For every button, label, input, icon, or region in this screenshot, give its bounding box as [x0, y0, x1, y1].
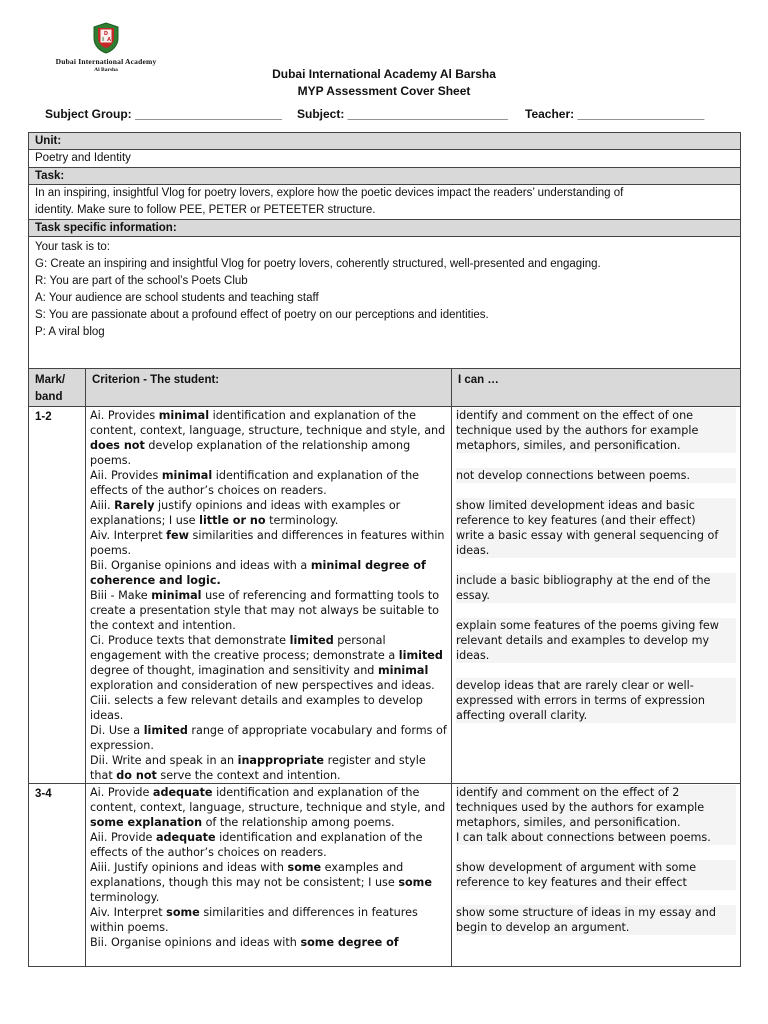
- criterion-item: Aii. Provides minimal identification and explanation of the effects of the author’s choices on readers.: [90, 469, 420, 497]
- ican-header: I can …: [452, 369, 741, 407]
- criterion-emphasis: do not: [116, 769, 157, 782]
- ican-spacer: [456, 483, 736, 498]
- subject-field: Subject: ________________________: [297, 107, 508, 121]
- criterion-emphasis: minimal: [151, 589, 202, 602]
- criterion-item: Bii. Organise opinions and ideas with a minimal degree of coherence and logic.: [90, 559, 426, 587]
- band-label: 3-4: [29, 784, 86, 967]
- task-line: S: You are passionate about a profound effect of poetry on our perceptions and identities.: [35, 309, 489, 321]
- band-label: 1-2: [29, 407, 86, 784]
- task-specific-label: Task specific information:: [29, 220, 741, 237]
- criteria-cell: [86, 784, 452, 967]
- criterion-item: Aiii. Rarely justify opinions and ideas with examples or explanations; I use little or no terminology.: [90, 499, 401, 527]
- criterion-item: Aiv. Interpret some similarities and differences in features within poems.: [90, 906, 418, 934]
- rubric-header-row: [29, 369, 741, 407]
- criterion-emphasis: inappropriate: [237, 754, 325, 767]
- ican-spacer: [456, 845, 736, 860]
- criteria-cell: [86, 407, 452, 784]
- task-line: A: Your audience are school students and teaching staff: [35, 292, 319, 304]
- teacher-field: Teacher: ___________________: [525, 107, 705, 121]
- criterion-item: Biii - Make minimal use of referencing and formatting tools to create a presentation style that may not always be suitable to the context and intention.: [90, 589, 440, 632]
- criterion-emphasis: adequate: [152, 786, 213, 799]
- ican-item: show limited development ideas and basic reference to key features (and their effect): [456, 498, 736, 528]
- criterion-emphasis: minimal: [158, 409, 210, 422]
- ican-spacer: [456, 890, 736, 905]
- task-text: [29, 185, 741, 220]
- task-label: Task:: [29, 168, 741, 185]
- mark-header-line: Mark/: [35, 374, 66, 386]
- criterion-item: Ai. Provides minimal identification and explanation of the content, context, language, structure, technique and style, and does not develop explanation of the relationship among poems.: [90, 409, 446, 467]
- ican-item: identify and comment on the effect of 2 techniques used by the authors for example metaphors, similes, and personification.: [456, 785, 736, 830]
- ican-item: write a basic essay with general sequencing of ideas.: [456, 528, 736, 558]
- unit-value: Poetry and Identity: [29, 150, 741, 168]
- criterion-item: Ci. Produce texts that demonstrate limited personal engagement with the creative process; demonstrate a limited degree of thought, imagination and sensitivity and minimal exploration and consideration of new perspectives and ideas.: [90, 634, 443, 692]
- ican-item: I can talk about connections between poems.: [456, 830, 736, 845]
- criterion-emphasis: minimal degree of coherence and logic.: [90, 559, 426, 587]
- criterion-emphasis: limited: [289, 634, 334, 647]
- criterion-emphasis: some: [398, 876, 432, 889]
- criterion-emphasis: some: [287, 861, 322, 874]
- criterion-emphasis: some degree of: [300, 936, 399, 949]
- criterion-emphasis: limited: [398, 649, 443, 662]
- task-text-line: In an inspiring, insightful Vlog for poetry lovers, explore how the poetic devices impact the readers’ understanding of: [35, 187, 624, 199]
- criterion-emphasis: some: [166, 906, 200, 919]
- ican-spacer: [456, 453, 736, 468]
- ican-spacer: [456, 603, 736, 618]
- ican-item: show development of argument with some reference to key features and their effect: [456, 860, 736, 890]
- ican-item: develop ideas that are rarely clear or well-expressed with errors in terms of expression affecting overall clarity.: [456, 678, 736, 723]
- ican-item: show some structure of ideas in my essay and begin to develop an argument.: [456, 905, 736, 935]
- logo-letter-a: A: [107, 37, 111, 43]
- criterion-emphasis: Rarely: [114, 499, 155, 512]
- ican-spacer: [456, 558, 736, 573]
- task-line: R: You are part of the school’s Poets Club: [35, 275, 248, 287]
- shield-crest-icon: [92, 22, 120, 54]
- logo-letter-i: I: [102, 37, 104, 43]
- criterion-emphasis: adequate: [156, 831, 216, 844]
- document-title: [0, 66, 768, 100]
- task-text-row: [29, 185, 741, 220]
- sheet-title: MYP Assessment Cover Sheet: [297, 84, 471, 98]
- criterion-emphasis: minimal: [161, 469, 213, 482]
- ican-cell: [452, 407, 741, 784]
- criterion-emphasis: some explanation: [90, 816, 203, 829]
- task-line: G: Create an inspiring and insightful Vlog for poetry lovers, coherently structured, well-presented and engaging.: [35, 258, 601, 270]
- unit-header-row: [29, 133, 741, 150]
- school-title: Dubai International Academy Al Barsha: [272, 67, 496, 81]
- mark-band-header: [29, 369, 86, 407]
- criterion-emphasis: limited: [143, 724, 188, 737]
- ican-item: include a basic bibliography at the end of the essay.: [456, 573, 736, 603]
- ican-cell: [452, 784, 741, 967]
- criterion-item: Bii. Organise opinions and ideas with some degree of: [90, 936, 399, 949]
- ican-spacer: [456, 663, 736, 678]
- task-line: Your task is to:: [35, 241, 111, 253]
- task-specific-header-row: [29, 220, 741, 237]
- task-specific-row: [29, 237, 741, 369]
- criterion-item: Ai. Provide adequate identification and explanation of the content, context, language, structure, technique and style, and some explanation of the relationship among poems.: [90, 786, 446, 829]
- band-row: [29, 784, 741, 967]
- unit-value-row: [29, 150, 741, 168]
- band-row: [29, 407, 741, 784]
- criterion-emphasis: little or no: [199, 514, 266, 527]
- criterion-emphasis: few: [166, 529, 189, 542]
- logo-school-name: Dubai International Academy: [55, 57, 157, 66]
- criterion-item: Aii. Provide adequate identification and explanation of the effects of the author’s choices on readers.: [90, 831, 423, 859]
- criterion-emphasis: does not: [90, 439, 145, 452]
- logo-school-campus: Al Barsha: [94, 67, 118, 73]
- ican-item: identify and comment on the effect of one technique used by the authors for example metaphors, similes, and personification.: [456, 408, 736, 453]
- logo-letter-d: D: [103, 31, 109, 37]
- band-header-line: band: [35, 391, 63, 403]
- task-header-row: [29, 168, 741, 185]
- task-line: P: A viral blog: [35, 326, 105, 338]
- task-text-line: identity. Make sure to follow PEE, PETER or PETEETER structure.: [35, 204, 376, 216]
- unit-label: Unit:: [29, 133, 741, 150]
- criterion-item: Aiii. Justify opinions and ideas with some examples and explanations, though this may not be consistent; I use some terminology.: [90, 861, 432, 904]
- criterion-emphasis: minimal: [377, 664, 429, 677]
- subject-group-field: Subject Group: ______________________: [45, 107, 282, 121]
- ican-item: not develop connections between poems.: [456, 468, 736, 483]
- criterion-item: Dii. Write and speak in an inappropriate register and style that do not serve the context and intention.: [90, 754, 426, 782]
- criterion-item: Di. Use a limited range of appropriate vocabulary and forms of expression.: [90, 724, 447, 752]
- ican-item: explain some features of the poems giving few relevant details and examples to develop my ideas.: [456, 618, 736, 663]
- criterion-item: Aiv. Interpret few similarities and differences in features within poems.: [90, 529, 445, 557]
- criterion-header: Criterion - The student:: [86, 369, 452, 407]
- task-specific-text: [29, 237, 741, 369]
- assessment-table: [28, 132, 741, 967]
- criterion-item: Ciii. selects a few relevant details and examples to develop ideas.: [90, 694, 423, 722]
